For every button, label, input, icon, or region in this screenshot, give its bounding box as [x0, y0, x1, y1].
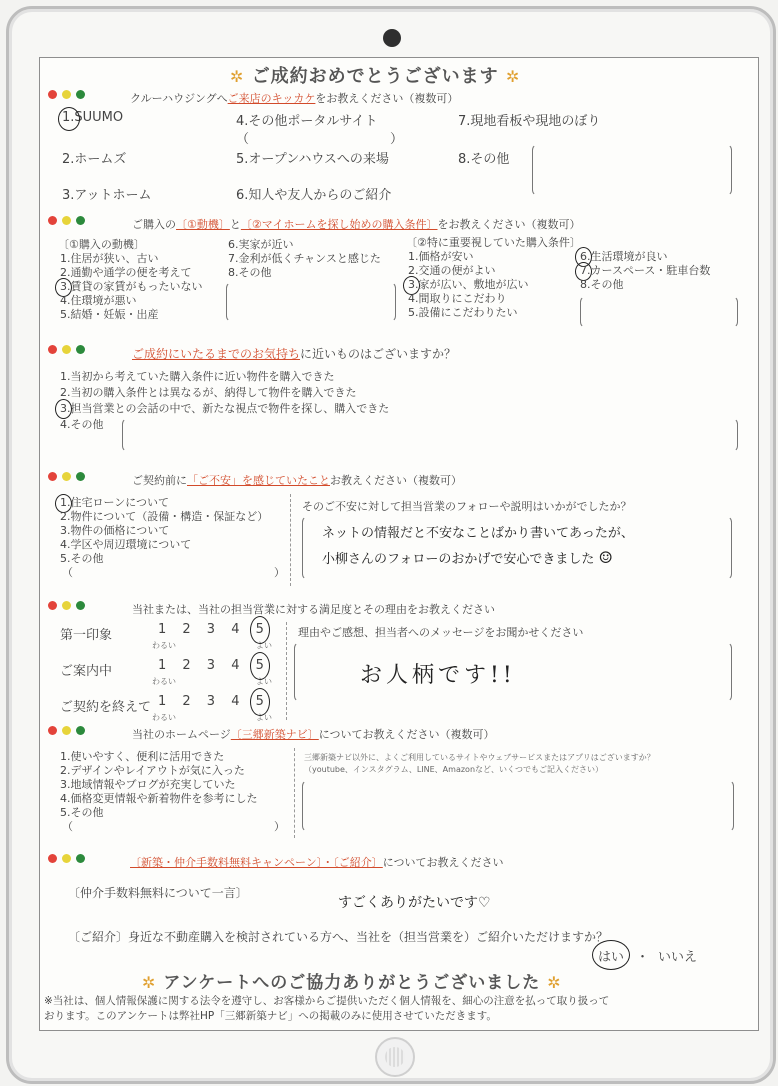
q2-header — [132, 216, 581, 232]
q4-header-pre: ご契約前に — [132, 474, 187, 487]
q4-answer-line1: ネットの情報だと不安なことばかり書いてあったが、 — [322, 526, 634, 541]
q6-item-5[interactable]: 5.その他 — [60, 806, 104, 819]
q3-header-post: に近いものはございますか？ — [300, 347, 457, 361]
q3-item-1[interactable]: 1.当初から考えていた購入条件に近い物件を購入できた — [60, 370, 335, 383]
q5-row1-high: よい — [256, 641, 272, 650]
flower-icon: ✲ — [547, 973, 562, 992]
q2-far-item-8[interactable]: 8.その他 — [580, 278, 624, 291]
survey-title — [230, 62, 520, 88]
q3-header — [132, 345, 456, 362]
q4-header-post: お教えください（複数可） — [330, 474, 462, 487]
selected-circle — [250, 688, 270, 716]
q6-header-post: についてお教えください（複数可） — [318, 728, 495, 741]
q1-option-4[interactable]: 4.その他ポータルサイト — [236, 114, 378, 129]
q2-right-item-1[interactable]: 1.価格が安い — [408, 250, 474, 263]
yellow-dot-icon — [62, 726, 71, 735]
q2-header-mid: と — [229, 218, 241, 231]
q6-item-4[interactable]: 4.価格変更情報や新着物件を参考にした — [60, 792, 258, 805]
q1-option-5[interactable]: 5.オープンハウスへの来場 — [236, 152, 389, 167]
q1-option-8[interactable]: 8.その他 — [458, 152, 510, 167]
q7-separator: ・ — [636, 950, 650, 965]
red-dot-icon — [48, 345, 57, 354]
q4-item-5[interactable]: 5.その他 — [60, 552, 104, 565]
divider — [290, 494, 292, 586]
q3-item-3[interactable]: 3.担当営業との会話の中で、新たな視点で物件を探し、購入できた — [60, 402, 390, 415]
q5-row2-scale[interactable]: 1 2 3 4 5 — [158, 658, 264, 673]
q5-answer: お人柄です!! — [360, 663, 516, 688]
q2-left-item-2[interactable]: 2.通勤や通学の便を考えて — [60, 266, 192, 279]
q3-item-2[interactable]: 2.当初の購入条件とは異なるが、納得して物件を購入できた — [60, 386, 357, 399]
q4-paren-open: （ — [62, 566, 73, 579]
footer-title-text: アンケートへのご協力ありがとうございました — [163, 973, 541, 993]
q2-left-item-3[interactable]: 3.賃貸の家賃がもったいない — [60, 280, 203, 293]
yellow-dot-icon — [62, 472, 71, 481]
q2-far-item-7[interactable]: 7.カースペース・駐車台数 — [580, 264, 711, 277]
q2-header-post: をお教えください（複数可） — [437, 218, 581, 231]
section-dots — [48, 726, 85, 735]
section-dots — [48, 90, 85, 99]
selected-circle — [592, 940, 630, 970]
smile-icon: ☺ — [598, 548, 613, 567]
q4-item-1[interactable]: 1.住宅ローンについて — [60, 496, 170, 509]
q6-header-pre: 当社のホームページ — [132, 728, 231, 741]
q6-right-question-note: （youtube、インスタグラム、LINE、Amazonなど、いくつでもご記入ください） — [304, 765, 604, 774]
q5-row2-label: ご案内中 — [60, 664, 113, 679]
q2-right-title: 〔②特に重要視していた購入条件〕 — [406, 236, 581, 249]
red-dot-icon — [48, 854, 57, 863]
selected-circle — [250, 652, 270, 680]
q5-row3-label: ご契約を終えて — [60, 700, 152, 715]
tablet-frame — [6, 6, 776, 1084]
q2-left-item-4[interactable]: 4.住環境が悪い — [60, 294, 137, 307]
yellow-dot-icon — [62, 345, 71, 354]
section-dots — [48, 216, 85, 225]
q2-mid-item-8[interactable]: 8.その他 — [228, 266, 272, 279]
green-dot-icon — [76, 601, 85, 610]
section-dots — [48, 345, 85, 354]
q1-option-1[interactable]: 1.SUUMO — [62, 110, 124, 125]
q5-row3-low: わるい — [152, 713, 176, 722]
q5-reason-question: 理由やご感想、担当者へのメッセージをお聞かせください — [298, 626, 584, 639]
q4-header — [132, 472, 462, 488]
q5-header: 当社または、当社の担当営業に対する満足度とその理由をお教えください — [132, 603, 495, 616]
divider — [294, 748, 296, 838]
red-dot-icon — [48, 726, 57, 735]
q2-far-item-6[interactable]: 6.生活環境が良い — [580, 250, 668, 263]
q1-header — [130, 90, 458, 106]
green-dot-icon — [76, 345, 85, 354]
q7-header-post: についてお教えください — [382, 856, 504, 869]
section-dots — [48, 854, 85, 863]
q1-paren-open: （ — [236, 132, 250, 147]
green-dot-icon — [76, 472, 85, 481]
q2-mid-item-7[interactable]: 7.金利が低くチャンスと感じた — [228, 252, 381, 265]
q7-no-option[interactable]: いいえ — [658, 950, 698, 965]
q4-paren-close: ） — [274, 566, 285, 579]
q1-option-7[interactable]: 7.現地看板や現地のぼり — [458, 114, 601, 129]
q1-other-field[interactable] — [532, 144, 732, 196]
q2-left-other-field[interactable] — [226, 282, 396, 322]
home-button[interactable] — [375, 1037, 415, 1077]
q2-left-item-1[interactable]: 1.住居が狭い、古い — [60, 252, 159, 265]
flower-icon: ✲ — [142, 973, 157, 992]
divider — [286, 622, 288, 720]
q7-yes-option[interactable]: はい — [598, 950, 625, 965]
q4-item-3[interactable]: 3.物件の価格について — [60, 524, 170, 537]
camera-icon — [383, 29, 401, 47]
q1-option-6[interactable]: 6.知人や友人からのご紹介 — [236, 188, 392, 203]
q6-item-2[interactable]: 2.デザインやレイアウトが気に入った — [60, 764, 245, 777]
selected-circle — [58, 107, 80, 131]
q3-item-4[interactable]: 4.その他 — [60, 418, 104, 431]
privacy-line-2: おります。このアンケートは弊社HP「三郷新築ナビ」への掲載のみに使用させていただきます。 — [44, 1010, 497, 1022]
q2-left-title: 〔①購入の動機〕 — [58, 238, 145, 251]
q5-row1-label: 第一印象 — [60, 628, 113, 643]
q4-item-4[interactable]: 4.学区や周辺環境について — [60, 538, 192, 551]
q2-right-item-3[interactable]: 3.家が広い、敷地が広い — [408, 278, 529, 291]
q3-header-accent: ご成約にいたるまでのお気持ち — [132, 347, 301, 361]
q6-header — [132, 726, 495, 742]
q6-right-question: 三郷新築ナビ以外に、よくご利用しているサイトやウェブサービスまたはアプリはございますか？ — [304, 753, 655, 762]
q5-row1-scale[interactable]: 1 2 3 4 5 — [158, 622, 264, 637]
q5-row1-low: わるい — [152, 641, 176, 650]
q2-header-pre: ご購入の — [132, 218, 176, 231]
green-dot-icon — [76, 726, 85, 735]
red-dot-icon — [48, 601, 57, 610]
q1-header-post: をお教えください（複数可） — [315, 92, 459, 105]
q7-comment-answer: すごくありがたいです♡ — [338, 895, 491, 911]
q5-row3-high: よい — [256, 713, 272, 722]
q2-left-item-5[interactable]: 5.結婚・妊娠・出産 — [60, 308, 159, 321]
green-dot-icon — [76, 216, 85, 225]
q7-comment-label: 〔仲介手数料無料について一言〕 — [68, 886, 248, 900]
q6-sites-field[interactable] — [302, 780, 734, 832]
q2-right-item-2[interactable]: 2.交通の便がよい — [408, 264, 496, 277]
q4-item-2[interactable]: 2.物件について（設備・構造・保証など） — [60, 510, 269, 523]
survey-title-text: ご成約おめでとうございます — [251, 66, 499, 87]
q1-paren-close: ） — [390, 132, 404, 147]
selected-circle — [250, 616, 270, 644]
q7-header-accent: 〔新築・仲介手数料無料キャンペーン〕・〔ご紹介〕 — [130, 856, 383, 869]
q7-header — [130, 854, 504, 870]
q7-referral-question: 〔ご紹介〕身近な不動産購入を検討されている方へ、当社を（担当営業を）ご紹介いただけますか？ — [68, 930, 609, 944]
footer-title — [142, 968, 562, 993]
section-dots — [48, 472, 85, 481]
q4-header-accent: 「ご不安」を感じていたこと — [187, 474, 330, 487]
q6-header-accent: 〔三郷新築ナビ〕 — [230, 728, 319, 741]
q2-header-accent1: 〔①動機〕 — [176, 218, 230, 231]
flower-icon: ✲ — [505, 67, 521, 86]
q6-paren-open: （ — [62, 820, 73, 833]
q4-follow-question: そのご不安に対して担当営業のフォローや説明はいかがでしたか？ — [302, 500, 632, 513]
red-dot-icon — [48, 472, 57, 481]
red-dot-icon — [48, 90, 57, 99]
q4-answer-line2-text: 小柳さんのフォローのおかげで安心できました — [322, 552, 595, 567]
q6-paren-close: ） — [274, 820, 285, 833]
q2-right-other-field[interactable] — [580, 296, 738, 328]
q1-option-2[interactable]: 2.ホームズ — [62, 152, 127, 167]
selected-circle — [55, 399, 72, 419]
privacy-notice — [44, 994, 609, 1024]
section-dots — [48, 601, 85, 610]
yellow-dot-icon — [62, 601, 71, 610]
survey-sheet — [39, 57, 759, 1031]
yellow-dot-icon — [62, 90, 71, 99]
privacy-line-1: ※当社は、個人情報保護に関する法令を遵守し、お客様からご提供いただく個人情報を、細心の注意を払って取り扱って — [44, 995, 610, 1007]
q2-mid-item-6[interactable]: 6.実家が近い — [228, 238, 294, 251]
q1-option-3[interactable]: 3.アットホーム — [62, 188, 152, 203]
q5-row3-scale[interactable]: 1 2 3 4 5 — [158, 694, 264, 709]
q1-header-accent: ご来店のキッカケ — [227, 92, 316, 105]
q6-item-1[interactable]: 1.使いやすく、便利に活用できた — [60, 750, 225, 763]
flower-icon: ✲ — [230, 67, 245, 86]
green-dot-icon — [76, 854, 85, 863]
green-dot-icon — [76, 90, 85, 99]
q4-answer-line2 — [322, 548, 613, 567]
q5-row2-low: わるい — [152, 677, 176, 686]
yellow-dot-icon — [62, 216, 71, 225]
yellow-dot-icon — [62, 854, 71, 863]
q5-row2-high: よい — [256, 677, 272, 686]
q3-other-field[interactable] — [122, 418, 738, 452]
q2-right-item-5[interactable]: 5.設備にこだわりたい — [408, 306, 518, 319]
q2-right-item-4[interactable]: 4.間取りにこだわり — [408, 292, 507, 305]
red-dot-icon — [48, 216, 57, 225]
q1-header-pre: クルーハウジングへ — [130, 92, 228, 105]
q2-header-accent2: 〔②マイホームを探し始めの購入条件〕 — [240, 218, 438, 231]
q6-item-3[interactable]: 3.地域情報やブログが充実していた — [60, 778, 236, 791]
